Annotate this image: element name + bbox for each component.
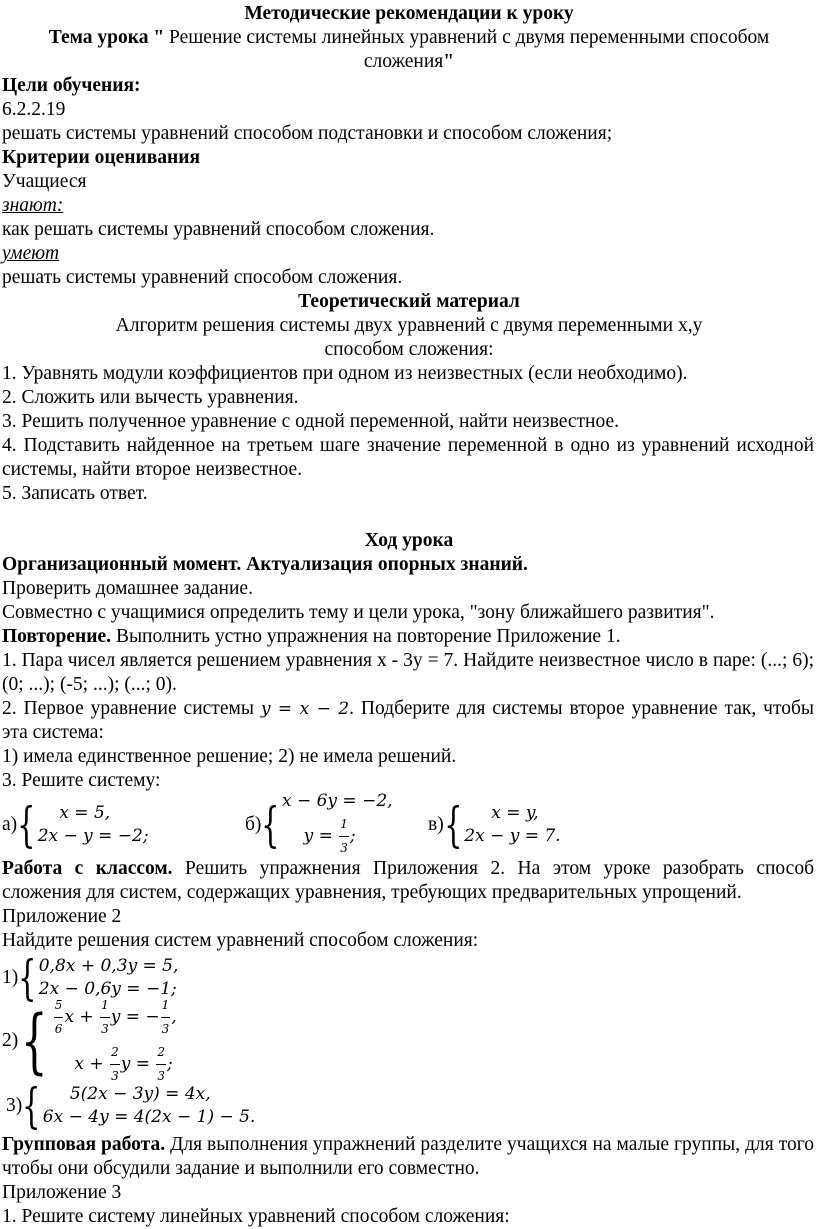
criteria-heading: Критерии оценивания [2,147,201,168]
algorithm-step: 5. Записать ответ. [2,483,148,504]
document-title: Методические рекомендации к уроку [244,3,574,24]
appendix-2-system-3: 3) { 5(2x − 3y) = 4x, 6x − 4y = 4(2x − 1) − 5. [6,1078,256,1134]
exercise-3-systems [2,793,816,857]
exercise-2: 2. Первое уравнение системы y = x − 2. Подберите для системы второе уравнение так, чтобы эта система: [2,698,814,743]
algorithm-step: 3. Решить полученное уравнение с одной переменной, найти неизвестное. [2,411,619,432]
exercise-2-options: 1) имела единственное решение; 2) не имела решений. [2,746,457,767]
review-label: Повторение. [2,626,112,647]
theory-heading: Теоретический материал [298,291,520,312]
org-line: Проверить домашнее задание. [2,578,253,599]
class-work-paragraph: Работа с классом. Решить упражнения Приложения 2. На этом уроке разобрать способ сложения для систем, содержащих уравнения, требующих предварительных упрощений. [2,858,814,903]
goals-heading: Цели обучения: [2,75,141,96]
topic-text-2: сложения [363,51,444,72]
review-text: Выполнить устно упражнения на повторение Приложение 1. [111,626,621,647]
algorithm-title: Алгоритм решения системы двух уравнений с двумя переменными х,у [115,315,703,336]
org-heading: Организационный момент. Актуализация опорных знаний. [2,554,528,575]
appendix-3-title: Приложение 3 [2,1182,122,1203]
appendix-2-title: Приложение 2 [2,906,122,927]
system-c: в) { x = y, 2x − y = 7. [428,797,561,853]
goals-code: 6.2.2.19 [2,99,66,120]
algorithm-step: 2. Сложить или вычесть уравнения. [2,387,299,408]
system-b: б) { x − 6y = −2, y = $\frac{1}{3}$ ; [245,791,393,855]
org-line: Совместно с учащимися определить тему и цели урока, "зону ближайшего развития". [2,602,715,623]
appendix-2-system-2: 2) { $\frac{5}{6}$ x + $\frac{1}{3}$ y = − $\frac{1}{3}$ , x + $\frac{2}{3}$ y = $\frac{2}{3}$ ; [2,1003,816,1079]
group-label: Групповая работа. [2,1134,166,1155]
appendix-2-system-1: 1) { 0,8x + 0,3y = 5, 2x − 0,6y = −1; [2,950,179,1006]
review-paragraph [2,625,816,649]
criteria-can-label: умеют [2,243,60,264]
exercise-1: 1. Пара чисел является решением уравнения х - 3у = 7. Найдите неизвестное число в паре: (...; 6); (0; ...); (-5; ...); (...; 0). [2,650,814,695]
exercise-2-equation: y = x − 2 [260,699,350,719]
system-a: а) { x = 5, 2x − y = −2; [2,797,149,853]
exercise-3: 3. Решите систему: [2,770,161,791]
algorithm-title-2: способом сложения: [324,339,494,360]
appendix-2-task: Найдите решения систем уравнений способом сложения: [2,930,479,951]
lesson-topic [2,26,816,74]
criteria-know-text: как решать системы уравнений способом сложения. [2,219,435,240]
appendix-3-task: 1. Решите систему линейных уравнений способом сложения: [2,1206,510,1227]
class-label: Работа с классом. [2,858,173,879]
topic-text: Решение системы линейных уравнений с двумя переменными способом [164,27,770,48]
topic-label: Тема урока " [48,27,165,48]
criteria-know-label: знают: [2,195,64,216]
algorithm-step: 4. Подставить найденное на третьем шаге значение переменной в одно из уравнений исходной системы, найти второе неизвестное. [2,435,814,480]
goals-text: решать системы уравнений способом подстановки и способом сложения; [2,123,613,144]
algorithm-step: 1. Уравнять модули коэффициентов при одном из неизвестных (если необходимо). [2,363,688,384]
group-work-paragraph: Групповая работа. Для выполнения упражнений разделите учащихся на малые группы, для того чтобы они обсудили задание и выполнили его совместно. [2,1134,814,1179]
criteria-can-text: решать системы уравнений способом сложения. [2,267,403,288]
criteria-students: Учащиеся [2,171,87,192]
topic-close: " [443,51,455,72]
lesson-heading: Ход урока [364,530,454,551]
